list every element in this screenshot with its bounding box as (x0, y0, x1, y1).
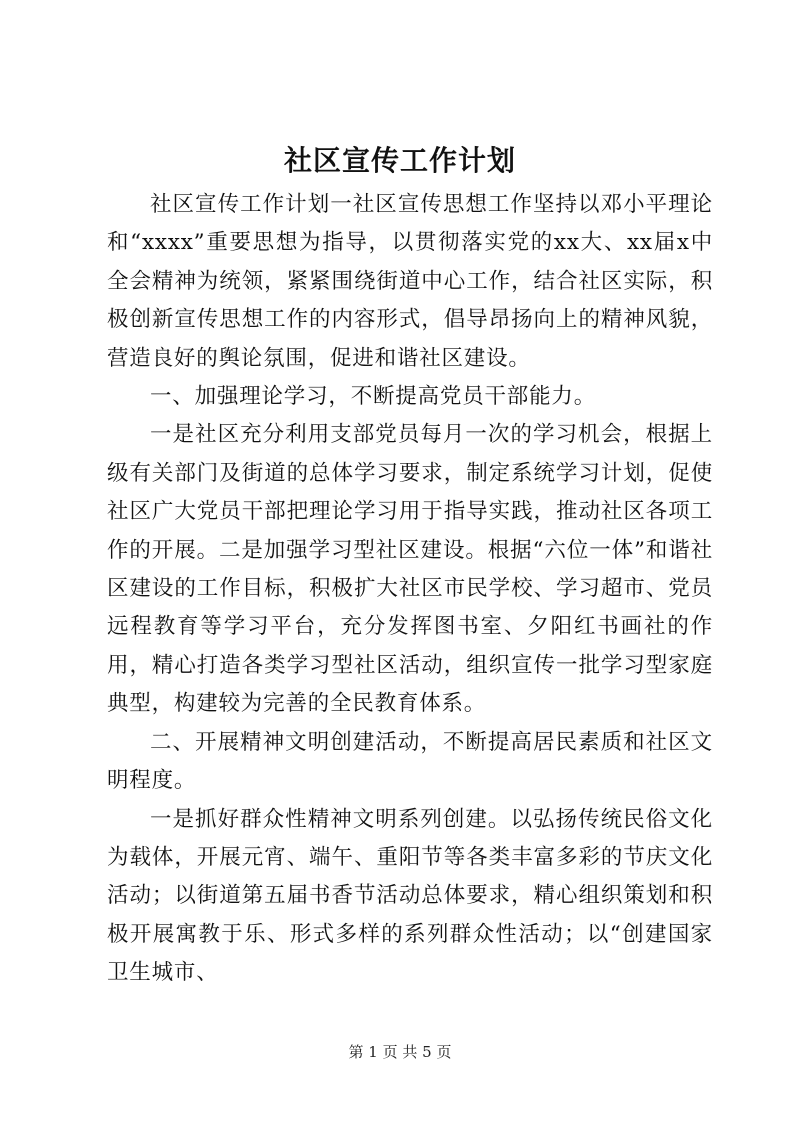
page-number-footer: 第 1 页 共 5 页 (348, 1043, 452, 1061)
paragraph-intro: 社区宣传工作计划一社区宣传思想工作坚持以邓小平理论和“xxxx”重要思想为指导，以贯彻落实党的xx大、xx届x中全会精神为统领，紧紧围绕街道中心工作，结合社区实际，积极创新宣传思想工作的内容形式，倡导昂扬向上的精神风貌，营造良好的舆论氛围，促进和谐社区建设。 (107, 192, 713, 371)
paragraph-section-2: 一是抓好群众性精神文明系列创建。以弘扬传统民俗文化为载体，开展元宵、端午、重阳节等各类丰富多彩的节庆文化活动；以街道第五届书香节活动总体要求，精心组织策划和积极开展寓教于乐、形式多样的系列群众性活动；以“创建国家卫生城市、 (107, 806, 713, 986)
document-body (107, 186, 713, 993)
section-heading-1: 一、加强理论学习，不断提高党员干部能力。 (150, 384, 597, 410)
paragraph-section-1: 一是社区充分利用支部党员每月一次的学习机会，根据上级有关部门及街道的总体学习要求，制定系统学习计划，促使社区广大党员干部把理论学习用于指导实践，推动社区各项工作的开展。二是加强学习型社区建设。根据“六位一体”和谐社区建设的工作目标，积极扩大社区市民学校、学习超市、党员远程教育等学习平台，充分发挥图书室、夕阳红书画社的作用，精心打造各类学习型社区活动，组织宣传一批学习型家庭典型，构建较为完善的全民教育体系。 (107, 422, 713, 717)
section-heading-2: 二、开展精神文明创建活动，不断提高居民素质和社区文明程度。 (107, 729, 713, 794)
document-title: 社区宣传工作计划 (283, 144, 516, 177)
